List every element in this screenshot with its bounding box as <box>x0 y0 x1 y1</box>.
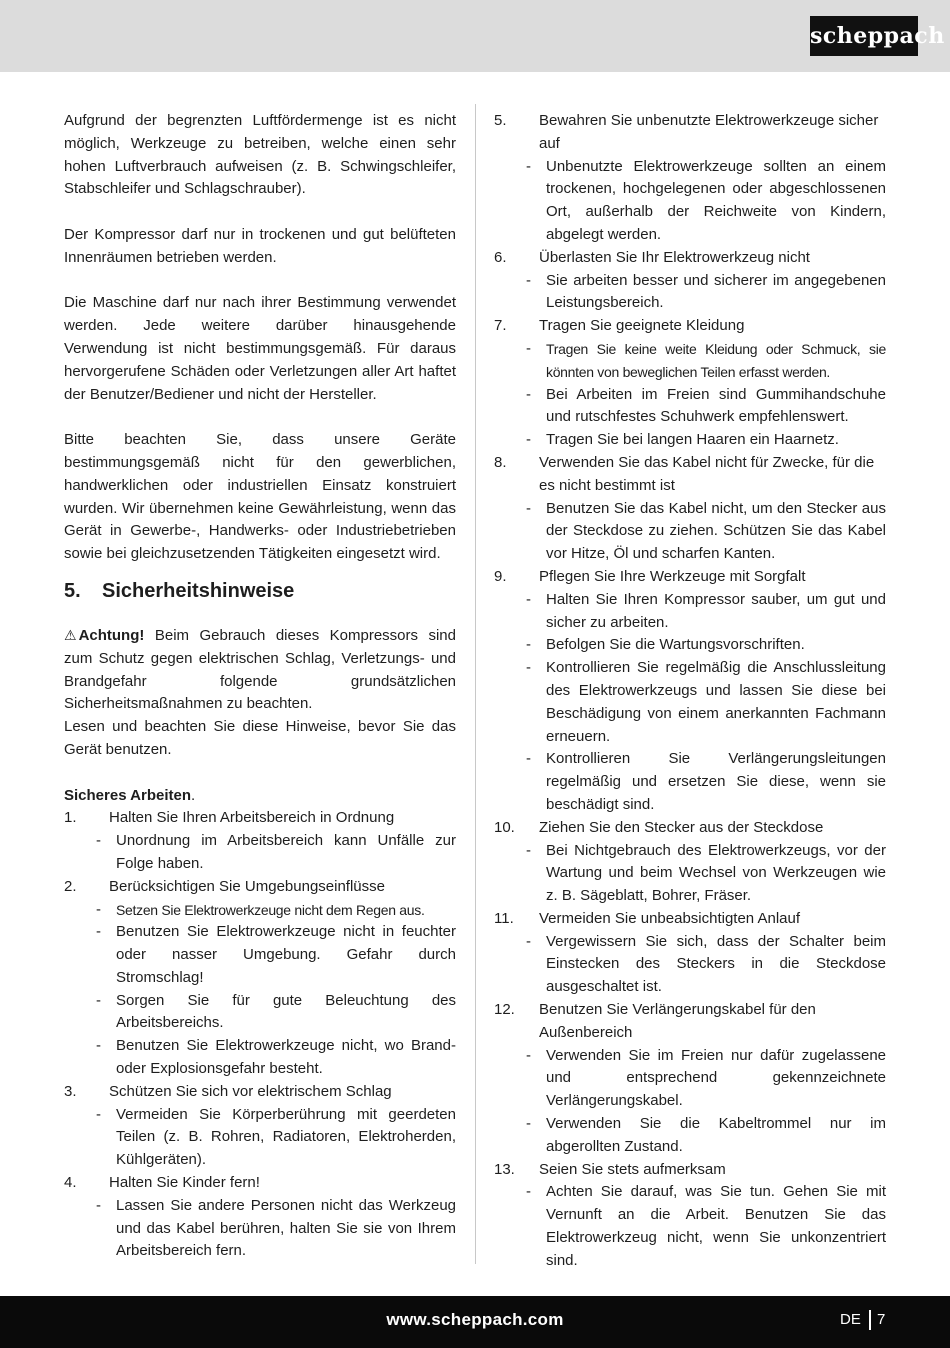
sub-item: - Benutzen Sie Elektrowerkzeuge nicht in feuchter oder nasser Umgebung. Gefahr durch Stromschlag! <box>64 921 456 989</box>
item-number: 12. <box>494 1001 515 1019</box>
scheppach-logo: scheppach <box>810 16 918 56</box>
intro-paragraph-4: Bitte beachten Sie, dass unsere Geräte bestimmungsgemäß nicht für den gewerblichen, handwerklichen oder industriellen Einsatz konstruiert wurden. Wir übernehmen keine Gewährleistung, wenn das Gerät in Gewerbe-, Handwerks- oder Industriebetrieben sowie bei gleichzusetzenden Tätigkeiten eingesetzt wird. <box>64 431 456 563</box>
sub-item: - Tragen Sie keine weite Kleidung oder Schmuck, sie könnten von beweglichen Teilen erfasst werden. <box>494 338 886 384</box>
sub-item: - Vergewissern Sie sich, dass der Schalter beim Einstecken des Steckers in die Steckdose ausgeschaltet ist. <box>494 931 886 999</box>
header-band <box>0 0 950 72</box>
section-number: 5. <box>64 579 81 602</box>
sub-item: - Sorgen Sie für gute Beleuchtung des Arbeitsbereichs. <box>64 990 456 1036</box>
item-title: Berücksichtigen Sie Umgebungseinflüsse <box>109 877 385 895</box>
item-title: Überlasten Sie Ihr Elektrowerkzeug nicht <box>539 248 810 266</box>
intro-paragraph-1: Aufgrund der begrenzten Luftfördermenge ist es nicht möglich, Werkzeuge zu betreiben, welche einen sehr hohen Luftverbrauch aufweisen (z. B. Schwingschleifer, Stabschleifer und Schlagschrauber). <box>64 112 456 198</box>
warning-triangle-icon: ⚠ <box>64 626 77 643</box>
item-number: 9. <box>494 567 507 585</box>
list-item-7 <box>494 315 886 338</box>
item-title: Tragen Sie geeignete Kleidung <box>539 317 745 335</box>
sub-item-text: Befolgen Sie die Wartungsvorschriften. <box>546 636 805 654</box>
sub-item-text: Benutzen Sie Elektrowerkzeuge nicht, wo Brand- oder Explosionsgefahr besteht. <box>116 1037 456 1078</box>
item-number: 10. <box>494 818 515 836</box>
sub-item-text: Kontrollieren Sie Verlängerungsleitungen regelmäßig und ersetzen Sie diese, wenn sie beschädigt sind. <box>546 750 886 813</box>
item-title: Verwenden Sie das Kabel nicht für Zwecke, für die es nicht bestimmt ist <box>539 453 875 494</box>
sub-item-text: Tragen Sie bei langen Haaren ein Haarnetz. <box>546 431 839 449</box>
item-number: 4. <box>64 1174 77 1192</box>
sub-item: - Halten Sie Ihren Kompressor sauber, um gut und sicher zu arbeiten. <box>494 589 886 635</box>
left-column <box>64 110 456 1263</box>
footer-website-link[interactable]: www.scheppach.com <box>386 1310 564 1329</box>
item-title: Ziehen Sie den Stecker aus der Steckdose <box>539 818 824 836</box>
item-title: Bewahren Sie unbenutzte Elektrowerkzeuge sicher auf <box>539 112 879 152</box>
language-code: DE <box>840 1311 861 1328</box>
sub-item: - Vermeiden Sie Körperberührung mit geerdeten Teilen (z. B. Rohren, Radiatoren, Elektroherden, Kühlgeräten). <box>64 1104 456 1172</box>
sub-item: - Lassen Sie andere Personen nicht das Werkzeug und das Kabel berühren, halten Sie sie von Ihrem Arbeitsbereich fern. <box>64 1195 456 1263</box>
sub-item: - Benutzen Sie das Kabel nicht, um den Stecker aus der Steckdose zu ziehen. Schützen Sie das Kabel vor Hitze, Öl und scharfen Kanten. <box>494 498 886 566</box>
sub-item-text: Verwenden Sie die Kabeltrommel nur im abgerollten Zustand. <box>546 1115 886 1155</box>
item-title: Schützen Sie sich vor elektrischem Schlag <box>109 1082 392 1100</box>
sub-item: - Benutzen Sie Elektrowerkzeuge nicht, wo Brand- oder Explosionsgefahr besteht. <box>64 1035 456 1081</box>
intro-paragraph-3: Die Maschine darf nur nach ihrer Bestimmung verwendet werden. Jede weitere darüber hinausgehende Verwendung ist nicht bestimmungsgemäß. Für daraus hervorgerufene Schäden oder Verletzungen aller Art haftet der Benutzer/Bediener und nicht der Hersteller. <box>64 294 456 403</box>
section-heading <box>64 578 456 604</box>
item-number: 11. <box>494 909 514 927</box>
section-title: Sicherheitshinweise <box>102 579 295 602</box>
sub-item-text: Kontrollieren Sie regelmäßig die Anschlussleitung des Elektrowerkzeugs und lassen Sie diese bei Beschädigung von einem anerkannten Fachmann erneuern. <box>546 659 886 745</box>
sub-item: - Verwenden Sie im Freien nur dafür zugelassene und entsprechend gekennzeichnete Verlängerungskabel. <box>494 1045 886 1113</box>
sub-item: - Verwenden Sie die Kabeltrommel nur im abgerollten Zustand. <box>494 1113 886 1159</box>
item-title: Halten Sie Kinder fern! <box>109 1174 260 1192</box>
sub-item: - Kontrollieren Sie Verlängerungsleitungen regelmäßig und ersetzen Sie diese, wenn sie beschädigt sind. <box>494 748 886 816</box>
sub-item-text: Setzen Sie Elektrowerkzeuge nicht dem Regen aus. <box>116 901 425 918</box>
list-item-3 <box>64 1081 456 1104</box>
list-item-13 <box>494 1159 886 1182</box>
warning-text: Beim Gebrauch dieses Kompressors sind zum Schutz gegen elektrischen Schlag, Verletzungs- und Brandgefahr folgende grundsätzlichen Sicherheitsmaßnahmen zu beachten. <box>64 626 456 713</box>
warning-label: Achtung! <box>78 626 145 644</box>
sub-item: - Achten Sie darauf, was Sie tun. Gehen Sie mit Vernunft an die Arbeit. Benutzen Sie das Elektrowerkzeug nicht, wenn Sie unkonzentriert sind. <box>494 1181 886 1272</box>
item-number: 3. <box>64 1082 77 1100</box>
item-number: 2. <box>64 877 77 895</box>
sub-item: - Befolgen Sie die Wartungsvorschriften. <box>494 634 886 657</box>
footer-separator <box>869 1310 871 1330</box>
sub-item-text: Unordnung im Arbeitsbereich kann Unfälle zur Folge haben. <box>116 832 456 872</box>
sub-item: - Bei Nichtgebrauch des Elektrowerkzeugs, vor der Wartung und beim Wechsel von Werkzeugen wie z. B. Sägeblatt, Bohrer, Fräser. <box>494 840 886 908</box>
item-number: 1. <box>64 809 77 827</box>
right-column <box>494 110 886 1273</box>
list-item-10 <box>494 817 886 840</box>
item-number: 6. <box>494 248 507 266</box>
sub-item-text: Bei Arbeiten im Freien sind Gummihandschuhe und rutschfestes Schuhwerk empfehlenswert. <box>546 385 886 426</box>
sub-item: - Unordnung im Arbeitsbereich kann Unfälle zur Folge haben. <box>64 830 456 876</box>
list-item-11 <box>494 908 886 931</box>
list-item-1 <box>64 807 456 830</box>
item-title: Pflegen Sie Ihre Werkzeuge mit Sorgfalt <box>539 567 806 585</box>
sub-item-text: Tragen Sie keine weite Kleidung oder Schmuck, sie könnten von beweglichen Teilen erfasst werden. <box>546 340 886 380</box>
read-instructions: Lesen und beachten Sie diese Hinweise, bevor Sie das Gerät benutzen. <box>64 718 456 758</box>
sub-item-text: Verwenden Sie im Freien nur dafür zugelassene und entsprechend gekennzeichnete Verlängerungskabel. <box>546 1046 886 1110</box>
subhead-line: Sicheres Arbeiten. <box>64 786 196 804</box>
sub-item-text: Unbenutzte Elektrowerkzeuge sollten an einem trockenen, hochgelegenen oder abgeschlossenen Ort, außerhalb der Reichweite von Kindern, abgelegt werden. <box>546 157 886 243</box>
item-number: 13. <box>494 1160 515 1178</box>
warning-paragraph <box>64 624 456 716</box>
sub-item: - Unbenutzte Elektrowerkzeuge sollten an einem trockenen, hochgelegenen oder abgeschlossenen Ort, außerhalb der Reichweite von Kindern, abgelegt werden. <box>494 156 886 247</box>
sub-item: - Bei Arbeiten im Freien sind Gummihandschuhe und rutschfestes Schuhwerk empfehlenswert. <box>494 384 886 430</box>
sub-item-text: Lassen Sie andere Personen nicht das Werkzeug und das Kabel berühren, halten Sie sie von Ihrem Arbeitsbereich fern. <box>116 1196 456 1260</box>
sub-item-text: Achten Sie darauf, was Sie tun. Gehen Sie mit Vernunft an die Arbeit. Benutzen Sie das Elektrowerkzeug nicht, wenn Sie unkonzentriert sind. <box>546 1183 886 1269</box>
column-divider <box>475 104 476 1264</box>
list-item-8 <box>494 452 886 498</box>
sub-item-text: Vergewissern Sie sich, dass der Schalter beim Einstecken des Steckers in die Steckdose ausgeschaltet ist. <box>546 932 886 996</box>
sub-item: - Kontrollieren Sie regelmäßig die Anschlussleitung des Elektrowerkzeugs und lassen Sie diese bei Beschädigung von einem anerkannten Fachmann erneuern. <box>494 657 886 748</box>
item-number: 5. <box>494 112 507 129</box>
sub-item: - Tragen Sie bei langen Haaren ein Haarnetz. <box>494 429 886 452</box>
footer-bar <box>0 1296 950 1348</box>
item-title: Seien Sie stets aufmerksam <box>539 1160 726 1178</box>
sub-item: - Sie arbeiten besser und sicherer im angegebenen Leistungsbereich. <box>494 270 886 316</box>
page-number: 7 <box>877 1311 886 1328</box>
sub-item-text: Sie arbeiten besser und sicherer im angegebenen Leistungsbereich. <box>546 271 886 312</box>
list-item-9 <box>494 566 886 589</box>
item-title: Halten Sie Ihren Arbeitsbereich in Ordnung <box>109 809 395 827</box>
item-title: Vermeiden Sie unbeabsichtigten Anlauf <box>539 909 801 927</box>
item-number: 8. <box>494 453 507 471</box>
safety-list-left <box>64 807 456 1263</box>
sub-item-text: Halten Sie Ihren Kompressor sauber, um gut und sicher zu arbeiten. <box>546 590 886 631</box>
sub-item-text: Vermeiden Sie Körperberührung mit geerdeten Teilen (z. B. Rohren, Radiatoren, Elektroherden, Kühlgeräten). <box>116 1105 456 1169</box>
intro-paragraph-2: Der Kompressor darf nur in trockenen und gut belüfteten Innenräumen betrieben werden. <box>64 225 456 266</box>
sub-item-text: Benutzen Sie das Kabel nicht, um den Stecker aus der Steckdose zu ziehen. Schützen Sie das Kabel vor Hitze, Öl und scharfen Kanten. <box>546 499 886 563</box>
item-title: Benutzen Sie Verlängerungskabel für den Außenbereich <box>539 1001 816 1041</box>
sub-item: - Setzen Sie Elektrowerkzeuge nicht dem Regen aus. <box>64 899 456 922</box>
list-item-4 <box>64 1172 456 1195</box>
list-item-12 <box>494 999 886 1045</box>
list-item-6 <box>494 247 886 270</box>
sub-item-text: Benutzen Sie Elektrowerkzeuge nicht in feuchter oder nasser Umgebung. Gefahr durch Stromschlag! <box>116 923 456 986</box>
item-number: 7. <box>494 317 507 335</box>
sub-item-text: Sorgen Sie für gute Beleuchtung des Arbeitsbereichs. <box>116 991 456 1032</box>
list-item-5 <box>494 110 886 156</box>
subhead-safe-working: Sicheres Arbeiten <box>64 786 191 804</box>
sub-item-text: Bei Nichtgebrauch des Elektrowerkzeugs, vor der Wartung und beim Wechsel von Werkzeugen wie z. B. Sägeblatt, Bohrer, Fräser. <box>546 841 886 905</box>
list-item-2 <box>64 876 456 899</box>
